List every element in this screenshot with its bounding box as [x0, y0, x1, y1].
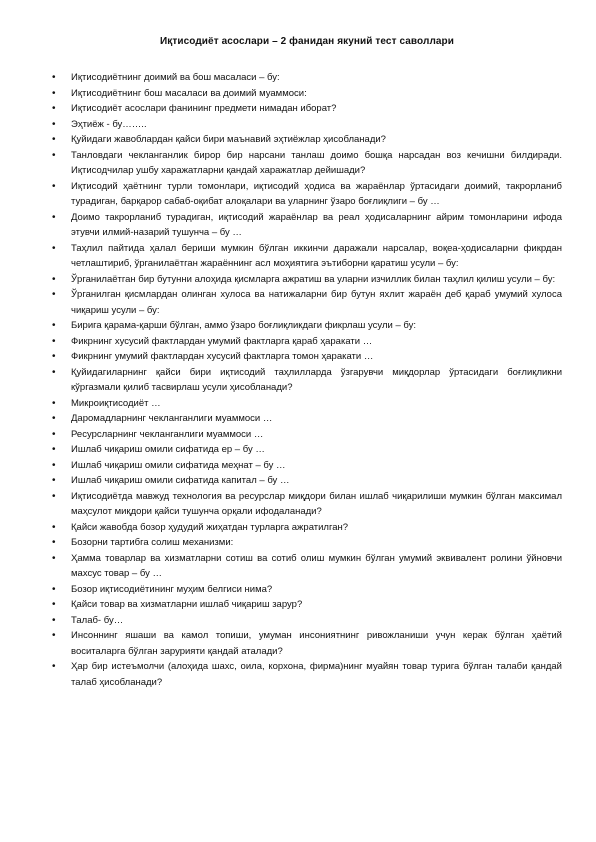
- question-item: • Иқтисодий ҳаётнинг турли томонлари, иқтисодий ҳодиса ва жараёнлар ўртасидаги доимий, такрорланиб турадиган, барқарор сабаб-оқибат алоқалари ва уларнинг ўзаро боғлиқлиги – бу …: [52, 179, 562, 210]
- question-item: • Ҳар бир истеъмолчи (алоҳида шахс, оила, корхона, фирма)нинг муайян товар турига бўлган талаби қандай талаб ҳисобланади?: [52, 659, 562, 690]
- question-item: • Даромадларнинг чекланганлиги муаммоси …: [52, 411, 562, 427]
- question-item: • Ҳамма товарлар ва хизматларни сотиш ва сотиб олиш мумкин бўлган умумий эквивалент ролини ўйновчи махсус товар – бу …: [52, 551, 562, 582]
- question-item: • Бозорни тартибга солиш механизми:: [52, 535, 562, 551]
- question-item: • Фикрнинг умумий фактлардан хусусий фактларга томон ҳаракати …: [52, 349, 562, 365]
- question-item: • Қайси жавобда бозор ҳудудий жиҳатдан турларга ажратилган?: [52, 520, 562, 536]
- question-item: • Танловдаги чекланганлик бирор бир нарсани танлаш доимо бошқа нарсадан воз кечишни билдиради. Иқтисодчилар ушбу харажатларни қандай харажатлар дейишади?: [52, 148, 562, 179]
- question-item: • Бирига қарама-қарши бўлган, аммо ўзаро боғлиқликдаги фикрлаш усули – бу:: [52, 318, 562, 334]
- question-item: • Микроиқтисодиёт …: [52, 396, 562, 412]
- question-item: • Иқтисодиётнинг доимий ва бош масаласи – бу:: [52, 70, 562, 86]
- question-item: • Иқтисодиёт асослари фанининг предмети нимадан иборат?: [52, 101, 562, 117]
- question-item: • Ресурсларнинг чекланганлиги муаммоси …: [52, 427, 562, 443]
- question-item: • Ишлаб чиқариш омили сифатида ер – бу …: [52, 442, 562, 458]
- question-item: • Инсоннинг яшаши ва камол топиши, умуман инсониятнинг ривожланиши учун керак бўлган ҳаётий воситаларга бўлган зарурияти қандай аталади?: [52, 628, 562, 659]
- question-item: • Иқтисодиётнинг бош масаласи ва доимий муаммоси:: [52, 86, 562, 102]
- question-item: • Таҳлил пайтида ҳалал бериши мумкин бўлган иккинчи даражали нарсалар, воқеа-ҳодисаларни фикрдан четлаштириб, ўрганилаётган жараённинг асл моҳиятига эътиборни қаратиш усули – бу:: [52, 241, 562, 272]
- question-item: • Доимо такрорланиб турадиган, иқтисодий жараёнлар ва реал ҳодисаларнинг айрим томонларини ифода этувчи илмий-назарий тушунча – бу …: [52, 210, 562, 241]
- question-item: • Фикрнинг хусусий фактлардан умумий фактларга қараб ҳаракати …: [52, 334, 562, 350]
- question-item: • Иқтисодиётда мавжуд технология ва ресурслар миқдори билан ишлаб чиқарилиши мумкин бўлган максимал маҳсулот миқдори қайси тушунча орқали ифодаланади?: [52, 489, 562, 520]
- question-item: • Ўрганилаётган бир бутунни алоҳида қисмларга ажратиш ва уларни изчиллик билан таҳлил қилиш усули – бу:: [52, 272, 562, 288]
- question-item: • Талаб- бу…: [52, 613, 562, 629]
- question-item: • Ўрганилган қисмлардан олинган хулоса ва натижаларни бир бутун яхлит жараён деб қараб умумий хулоса чиқариш усули – бу:: [52, 287, 562, 318]
- question-item: • Қайси товар ва хизматларни ишлаб чиқариш зарур?: [52, 597, 562, 613]
- question-item: • Ишлаб чиқариш омили сифатида меҳнат – бу …: [52, 458, 562, 474]
- question-list: [52, 70, 562, 690]
- question-item: • Эҳтиёж - бу……..: [52, 117, 562, 133]
- question-item: • Бозор иқтисодиётининг муҳим белгиси нима?: [52, 582, 562, 598]
- document-title: Иқтисодиёт асослари – 2 фанидан якуний тест саволлари: [159, 36, 455, 47]
- question-item: • Қуйидаги жавоблардан қайси бири маънавий эҳтиёжлар ҳисобланади?: [52, 132, 562, 148]
- question-item: • Қуйидагиларнинг қайси бири иқтисодий таҳлилларда ўзгарувчи миқдорлар ўртасидаги боғлиқликни кўргазмали қилиб тасвирлаш усули ҳисобланади?: [52, 365, 562, 396]
- question-item: • Ишлаб чиқариш омили сифатида капитал – бу …: [52, 473, 562, 489]
